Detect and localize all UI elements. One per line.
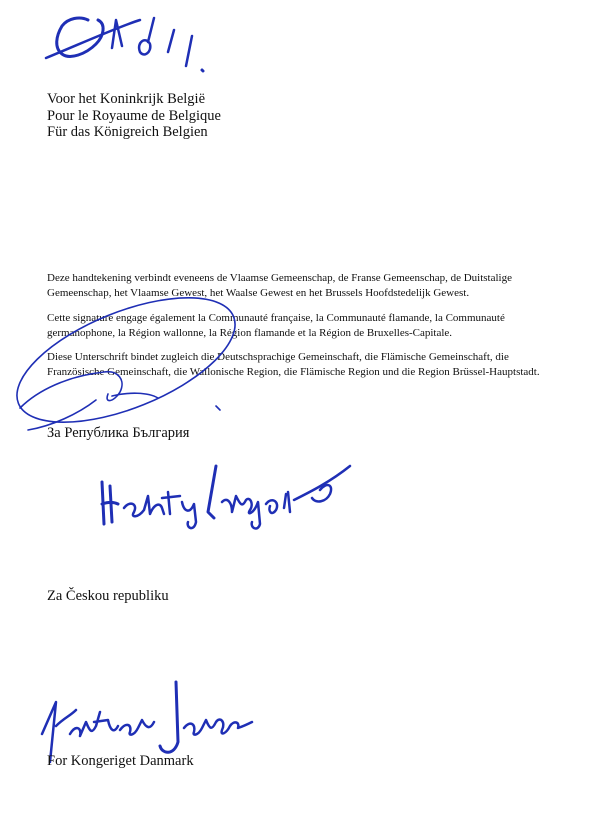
note-fr-line-1: Cette signature engage également la Communauté française, la Communauté flamande, la Communauté	[47, 312, 505, 324]
note-de-line-1: Diese Unterschrift bindet zugleich die Deutschsprachige Gemeinschaft, die Flämische Gemeinschaft, die	[47, 351, 509, 363]
czech-signature	[90, 452, 365, 532]
czech-signatory-label: Za Českou republiku	[47, 588, 169, 604]
belgium-label-de: Für das Königreich Belgien	[47, 124, 208, 140]
bulgaria-signature	[8, 280, 263, 445]
note-fr-line-2: germanophone, la Région wallonne, la Région flamande et la Région de Bruxelles-Capitale.	[47, 326, 453, 339]
note-nl-line-1: Deze handtekening verbindt eveneens de Vlaamse Gemeenschap, de Franse Gemeenschap, de Duitstalige	[47, 272, 512, 284]
belgium-label-nl: Voor het Koninkrijk België	[47, 91, 206, 107]
belgium-label-fr: Pour le Royaume de Belgique	[47, 107, 221, 124]
bulgaria-signatory-label: За Република България	[47, 425, 190, 441]
denmark-signatory-label: For Kongeriget Danmark	[47, 753, 194, 769]
note-nl-line-2: Gemeenschap, het Vlaamse Gewest, het Waalse Gewest en het Brussels Hoofdstedelijk Gewest.	[47, 286, 470, 299]
belgium-signatory-block	[47, 91, 221, 141]
belgium-signature	[40, 8, 220, 83]
note-de-line-2: Französische Gemeinschaft, die Wallonische Region, die Flämische Region und die Region Brüssel-Hauptstadt.	[47, 365, 540, 378]
